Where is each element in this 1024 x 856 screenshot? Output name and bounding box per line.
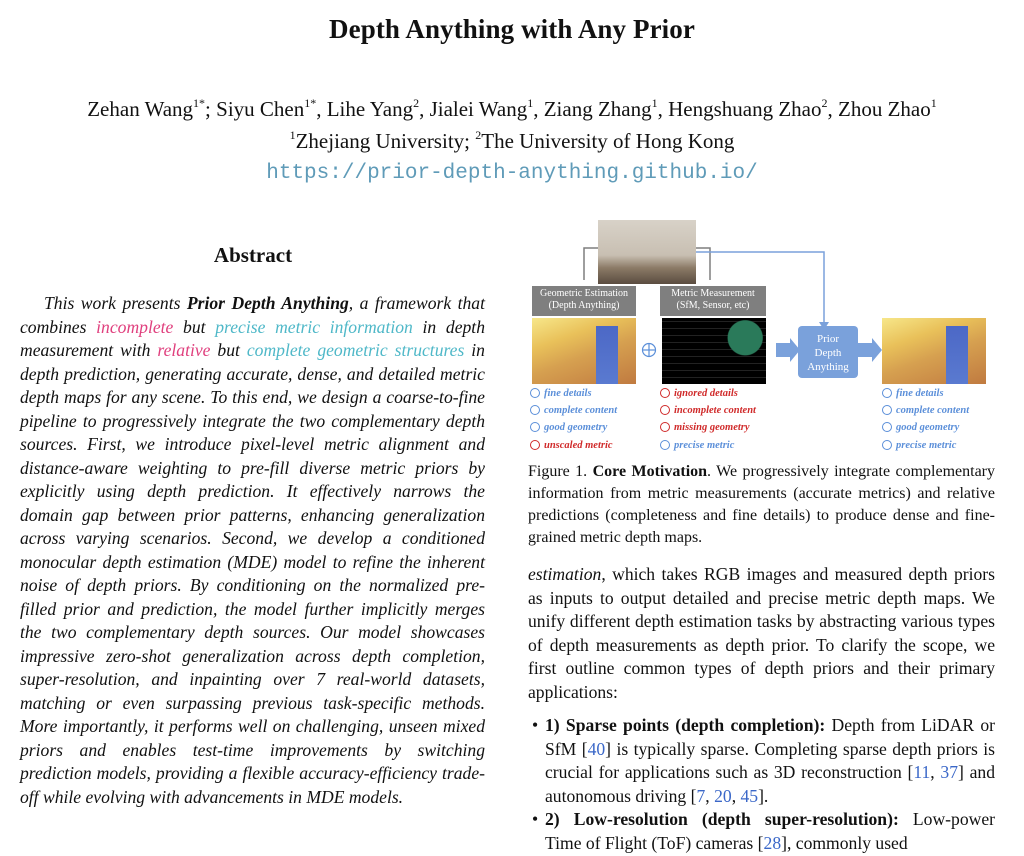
author-name: Lihe Yang — [326, 97, 414, 121]
author-name: Zehan Wang — [87, 97, 194, 121]
abstract-text: This work presents Prior Depth Anything, a framework that combines incomplete but precise metric information in depth measurement with relative but complete geometric structures in depth prediction, generating accurate, dense, and detailed metric depth maps for any scene. To this end, we design a coarse-to-fine pipeline to progressively integrate the two complementary depth sources. First, we introduce pixel-level metric alignment and distance-aware weighting to pre-fill diverse metric priors by explicitly using depth prediction. It effectively narrows the domain gap between prior patterns, enhancing generalization across varying scenarios. Second, we develop a conditioned monocular depth estimation (MDE) model to refine the inherent noise of depth priors. By conditioning on the normalized pre-filled prior and prediction, the model further implicitly merges the two complementary depth sources. Our model showcases impressive zero-shot generalization across depth completion, super-resolution, and inpainting over 7 real-world datasets, matching or even surpassing previous task-specific methods. More importantly, it performs well on challenging, unseen mixed priors and enables test-time improvements by switching prediction models, providing a flexible accuracy-efficiency trade-off while evolving with advancements in MDE models. — [20, 293, 485, 807]
label-ignored-details: ignored details — [660, 388, 738, 399]
author-name: Ziang Zhang — [543, 97, 652, 121]
relative-depth-map — [532, 318, 636, 384]
citation-link[interactable]: 40 — [587, 738, 606, 759]
figure-core-motivation — [528, 218, 998, 458]
sparse-prior-maps — [662, 318, 766, 384]
citation-link[interactable]: 28 — [763, 832, 782, 853]
output-depth-map — [882, 318, 986, 384]
affiliations: $^1$Zhejiang University; $^2$The University of Hong Kong — [289, 128, 735, 153]
author-list: Zehan Wang$^{1*}$; Siyu Chen$^{1*}$, Lihe Yang$^2$, Jialei Wang$^1$, Ziang Zhang$^1$, Hengshuang Zhao$^2$, Zhou Zhao$^1$ — [87, 96, 937, 121]
prior-depth-anything-box: Prior Depth Anything — [798, 326, 858, 378]
label-complete-content: complete content — [530, 405, 617, 416]
list-item: • 2) Low-resolution (depth super-resolution): Low-power Time of Flight (ToF) cameras [28], commonly used — [532, 809, 995, 853]
label-fine-details: fine details — [530, 388, 592, 399]
author-affil: 2 — [413, 96, 420, 110]
citation-link[interactable]: 20 — [714, 785, 732, 806]
author-name: Jialei Wang — [429, 97, 528, 121]
citation-link[interactable]: 11 — [913, 762, 931, 782]
citation-link[interactable]: 45 — [740, 785, 759, 806]
label-missing-geometry: missing geometry — [660, 422, 750, 433]
citation-link[interactable]: 37 — [940, 762, 959, 782]
author-affil: 1* — [304, 96, 317, 110]
author-affil: 1 — [930, 96, 937, 110]
paper-title: Depth Anything with Any Prior — [329, 14, 695, 44]
abstract-heading: Abstract — [213, 243, 293, 267]
label-good-geometry: good geometry — [530, 422, 607, 433]
list-item: • 1) Sparse points (depth completion): Depth from LiDAR or SfM [40] is typically sparse. Completing sparse depth priors is crucial for applications such as 3D reconstruction [11, 37] and autonomous driving [7, 20, 45]. — [532, 715, 996, 806]
author-name: Hengshuang Zhao — [668, 97, 822, 121]
label-incomplete-content: incomplete content — [660, 405, 756, 416]
label-fine-details: fine details — [882, 388, 944, 399]
author-affil: 1 — [527, 96, 534, 110]
author-name: Siyu Chen — [216, 97, 305, 121]
author-name: Zhou Zhao — [838, 97, 931, 121]
author-affil: 2 — [821, 96, 828, 110]
metric-measurement-box: Metric Measurement (SfM, Sensor, etc) — [660, 286, 766, 316]
figure-caption: Figure 1. Core Motivation. We progressively integrate complementary information from metric measurements (accurate metrics) and relative predictions (completeness and fine details) to produce dense and fine-grained metric depth maps. — [528, 463, 996, 546]
label-precise-metric: precise metric — [882, 440, 956, 451]
label-unscaled-metric: unscaled metric — [530, 440, 613, 451]
label-complete-content: complete content — [882, 405, 969, 416]
author-affil: 1 — [651, 96, 658, 110]
citation-link[interactable]: 7 — [696, 785, 706, 806]
project-url-link[interactable]: https://prior-depth-anything.github.io/ — [266, 162, 758, 185]
author-affil: 1* — [193, 96, 206, 110]
geometric-estimation-box: Geometric Estimation (Depth Anything) — [532, 286, 636, 316]
label-good-geometry: good geometry — [882, 422, 959, 433]
label-precise-metric: precise metric — [660, 440, 734, 451]
body-paragraph: estimation, which takes RGB images and measured depth priors as inputs to output detailed and precise metric depth maps. We unify different depth estimation tasks by abstracting various types of depth measurements as depth prior. To clarify the scope, we first outline common types of depth priors and their primary applications: — [528, 564, 995, 702]
